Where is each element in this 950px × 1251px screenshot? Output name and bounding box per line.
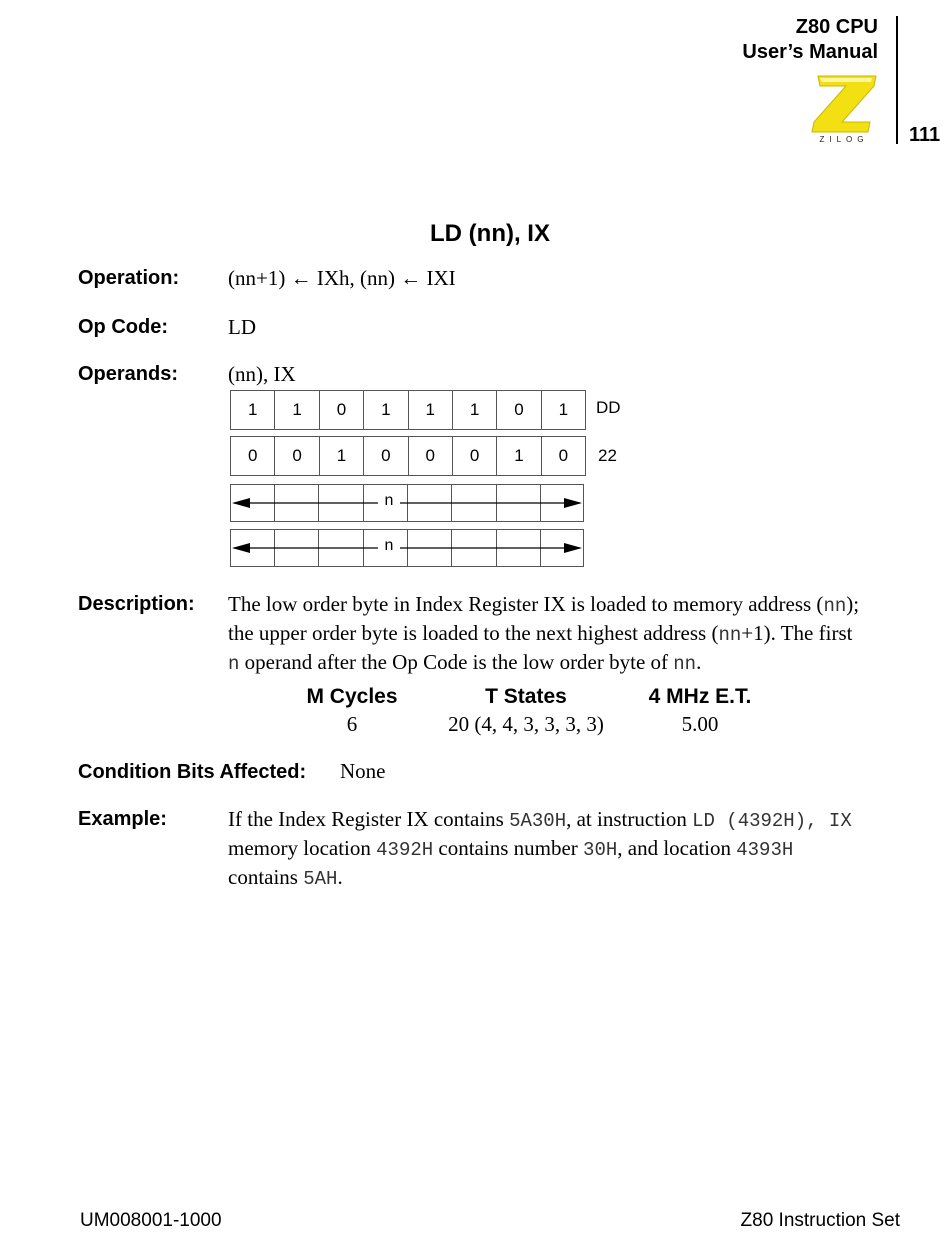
operands-label: Operands: <box>78 363 179 385</box>
bit-cell: 0 <box>364 437 408 475</box>
example-line-2: memory location 4392H contains number 30H, and location 4393H <box>228 836 794 861</box>
bit-cell: 0 <box>558 446 569 465</box>
header-divider <box>896 16 898 144</box>
bit-cell: 0 <box>231 437 275 475</box>
timing-value-tstates: 20 (4, 4, 3, 3, 3, 3) <box>448 712 604 736</box>
timing-header-tstates: T States <box>485 685 567 708</box>
operand-n-label: n <box>378 492 400 510</box>
bit-cell: 0 <box>453 437 497 475</box>
footer-document-id: UM008001-1000 <box>80 1210 222 1231</box>
bit-cell: 1 <box>497 437 541 475</box>
bit-cell: 1 <box>231 391 275 429</box>
bit-cell: 1 <box>453 391 497 429</box>
example-text <box>228 806 918 893</box>
footer-section-title: Z80 Instruction Set <box>740 1210 900 1231</box>
instruction-title: LD (nn), IX <box>430 220 550 247</box>
bit-cell: 1 <box>558 400 569 419</box>
example-line-3: contains 5AH. <box>228 865 343 890</box>
operation-label: Operation: <box>78 267 180 289</box>
bit-cell: 0 <box>497 391 541 429</box>
bit-cell: 1 <box>364 391 408 429</box>
bit-cell: 0 <box>320 391 364 429</box>
bit-cell: 1 <box>320 437 364 475</box>
opcode-text: LD <box>228 315 256 339</box>
timing-header-mcycles: M Cycles <box>306 685 398 708</box>
example-line-1: If the Index Register IX contains 5A30H, at instruction LD (4392H), IX <box>228 807 852 832</box>
bit-cell: 1 <box>275 391 319 429</box>
timing-header-et: 4 MHz E.T. <box>648 685 752 708</box>
example-label: Example: <box>78 808 167 830</box>
description-line-1: The low order byte in Index Register IX is loaded to memory address (nn); <box>228 592 860 617</box>
opcode-hex-1: DD <box>596 398 621 417</box>
description-line-2: the upper order byte is loaded to the next highest address (nn+1). The first <box>228 621 853 646</box>
condition-bits-label: Condition Bits Affected: <box>78 761 307 783</box>
bit-cell: 1 <box>409 391 453 429</box>
operand-n-label: n <box>378 537 400 555</box>
bit-cell: 0 <box>275 437 319 475</box>
page-number: 111 <box>909 124 941 146</box>
description-label: Description: <box>78 593 195 615</box>
opcode-byte-row-2 <box>230 436 586 476</box>
operand-n-row-2 <box>230 529 584 567</box>
operand-n-row-1 <box>230 484 584 522</box>
logo-wordmark: ZILOG <box>819 135 869 144</box>
opcode-byte-row-1 <box>230 390 586 430</box>
opcode-hex-2: 22 <box>598 446 617 465</box>
timing-value-et: 5.00 <box>681 712 719 736</box>
operands-text: (nn), IX <box>228 362 296 386</box>
timing-value-mcycles: 6 <box>346 712 358 736</box>
description-text <box>228 591 908 678</box>
opcode-label: Op Code: <box>78 316 168 338</box>
header-manual-title: User’s Manual <box>742 41 878 63</box>
description-line-3: n operand after the Op Code is the low order byte of nn. <box>228 650 702 675</box>
bit-cell: 0 <box>409 437 453 475</box>
operation-text: (nn+1) ← IXh, (nn) ← IXI <box>228 266 456 290</box>
zilog-logo <box>808 72 880 144</box>
zilog-z-icon <box>808 72 880 144</box>
condition-bits-value: None <box>340 759 386 783</box>
header-product: Z80 CPU <box>795 16 878 38</box>
